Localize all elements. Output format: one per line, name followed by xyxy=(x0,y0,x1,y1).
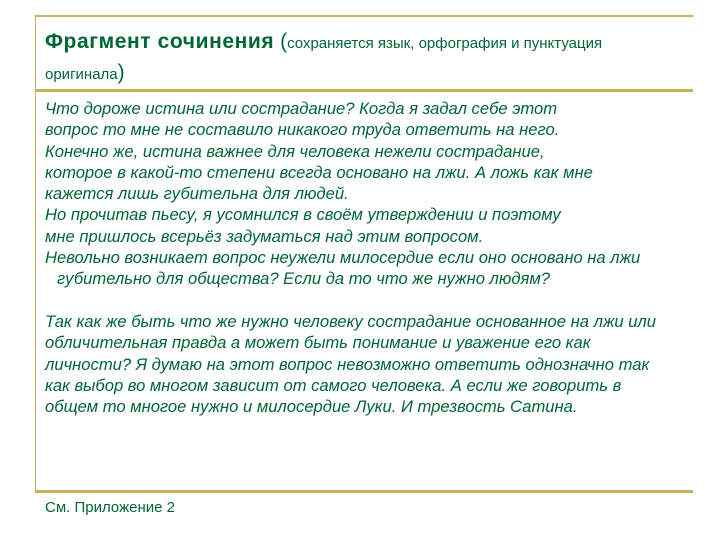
title-note: сохраняется язык, орфография и пунктуация оригинала xyxy=(45,35,603,83)
title-divider xyxy=(35,89,693,92)
essay-line: Но прочитав пьесу, я усомнился в своём утверждении и поэтому xyxy=(45,205,561,225)
slide-title xyxy=(45,27,685,89)
essay-line: личности? Я думаю на этот вопрос невозможно ответить однозначно так xyxy=(45,354,650,374)
title-close-paren: ) xyxy=(117,61,125,84)
essay-line: обличительная правда а может быть понимание и уважение его как xyxy=(45,333,591,353)
title-main: Фрагмент сочинения xyxy=(45,30,275,53)
essay-line: которое в какой-то степени всегда основано на лжи. А ложь как мне xyxy=(45,162,593,182)
essay-line: Что дороже истина или сострадание? Когда я задал себе этот xyxy=(45,99,558,118)
top-divider xyxy=(35,15,693,17)
essay-line: Конечно же, истина важнее для человека нежели сострадание, xyxy=(45,141,545,161)
footer-divider xyxy=(35,490,693,493)
left-vertical-divider xyxy=(35,15,36,493)
essay-line: мне пришлось всерьёз задуматься над этим вопросом. xyxy=(45,226,484,246)
paragraph-gap xyxy=(45,290,695,311)
essay-line: Так как же быть что же нужно человеку сострадание основанное на лжи или xyxy=(45,311,657,331)
appendix-reference: См. Приложение 2 xyxy=(45,499,175,516)
essay-line: как выбор во многом зависит от самого человека. А если же говорить в xyxy=(45,375,622,395)
title-open-paren: ( xyxy=(274,30,288,53)
essay-fragment xyxy=(45,98,695,417)
essay-line: Невольно возникает вопрос неужели милосердие если оно основано на лжи губительно для общества? Если да то что же нужно людям? xyxy=(45,248,641,289)
essay-line: кажется лишь губительна для людей. xyxy=(45,184,349,204)
essay-line: вопрос то мне не составило никакого труда ответить на него. xyxy=(45,120,560,140)
essay-line: общем то многое нужно и милосердие Луки. И трезвость Сатина. xyxy=(45,397,578,417)
